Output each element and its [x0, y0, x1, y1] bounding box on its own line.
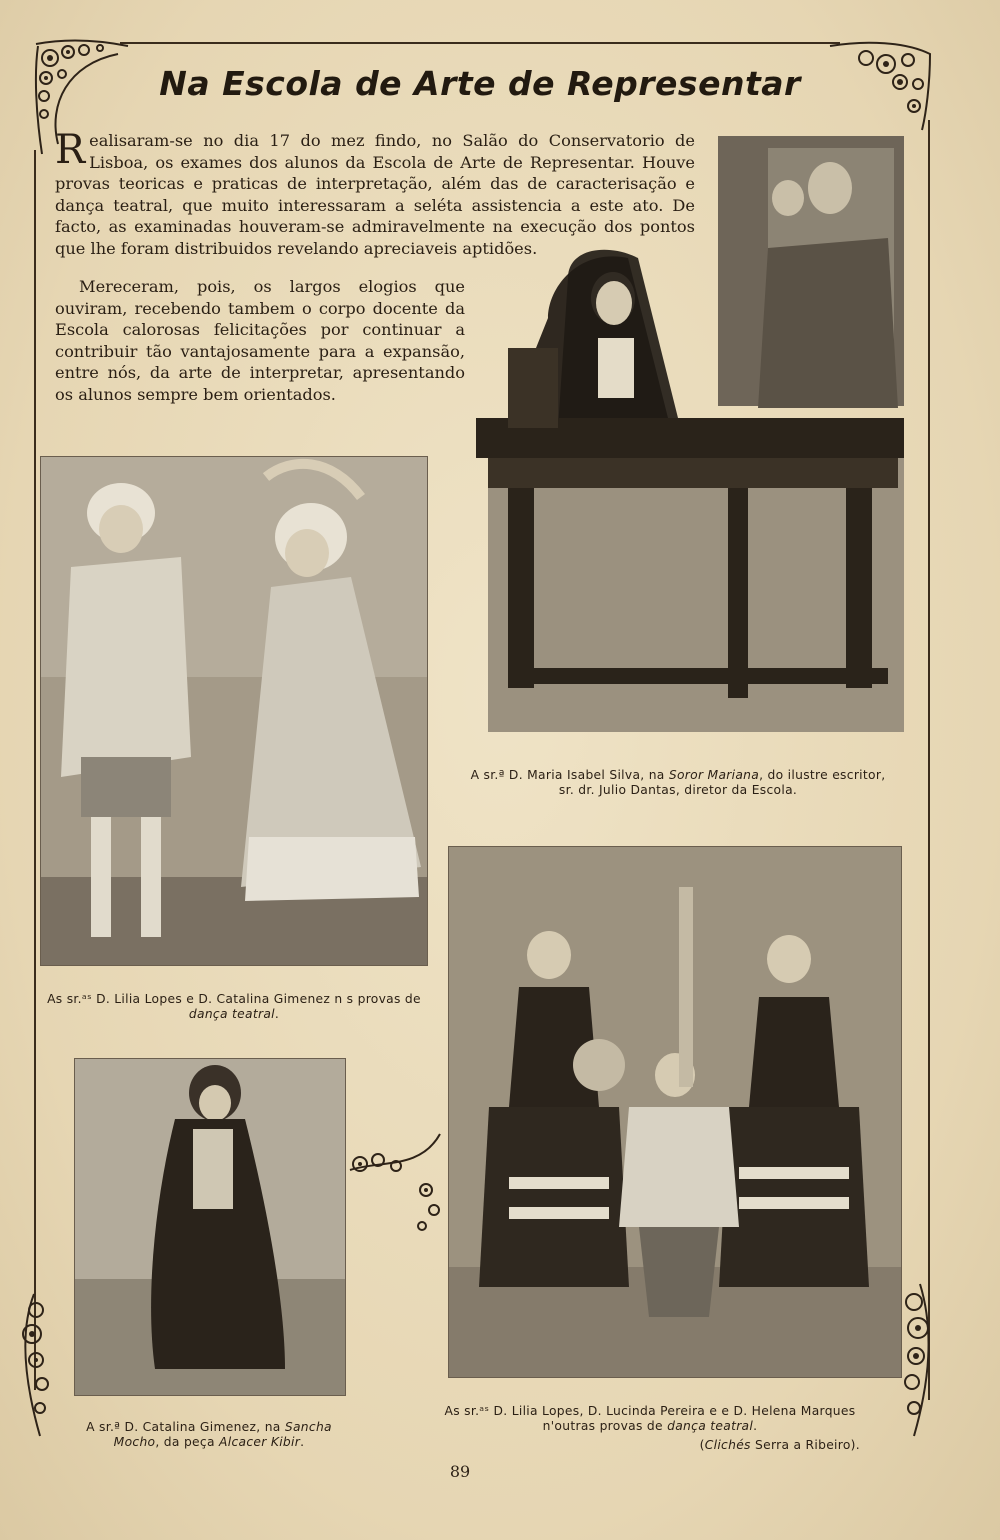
photo-credit: (Clichés Serra a Ribeiro). — [699, 1438, 860, 1452]
caption-work-title: Sancha Mocho — [113, 1420, 332, 1449]
caption-work-title: dança teatral — [188, 1007, 275, 1021]
photo-nun-at-desk — [468, 128, 904, 732]
caption-nun-photo: A sr.ª D. Maria Isabel Silva, na Soror Mariana, do ilustre escritor, sr. dr. Julio Dantas, diretor da Escola. — [470, 768, 886, 797]
photo-cloaked-figure — [74, 1058, 346, 1396]
caption-work-title: Soror Mariana — [668, 768, 760, 782]
caption-group-photo: As sr.ᵃˢ D. Lilia Lopes, D. Lucinda Pereira e e D. Helena Marques n'outras provas de dança teatral. — [444, 1404, 856, 1433]
drop-cap: R — [55, 127, 86, 173]
caption-dance-photo: As sr.ᵃˢ D. Lilia Lopes e D. Catalina Gimenez n s provas de dança teatral. — [47, 992, 421, 1021]
article-paragraph-2 — [55, 276, 465, 405]
center-flourish — [340, 1130, 450, 1240]
article-title: Na Escola de Arte de Representar — [159, 64, 801, 103]
paragraph-1-text: ealisaram-se no dia 17 do mez findo, no Salão do Conservatorio de Lisboa, os exames dos alunos da Escola de Arte de Representar. Houve provas teoricas e praticas de interpretação, além das de caracterisação e dança teatral, que muito interessaram a seléta assistencia a este ato. De facto, as examinadas houveram-se admiravelmente na execução dos pontos que lhe foram distribuidos revelando apreciaveis aptidões. — [55, 131, 695, 258]
photo-group-dance — [448, 846, 902, 1378]
frame-left-rule — [34, 150, 36, 1390]
frame-top-rule — [120, 42, 840, 44]
bottom-left-ornament — [14, 1290, 64, 1440]
caption-cloak-photo: A sr.ª D. Catalina Gimenez, na Sancha Mocho, da peça Alcacer Kibir. — [86, 1420, 332, 1449]
frame-right-rule — [928, 120, 930, 1400]
paragraph-2-text: Mereceram, pois, os largos elogios que ouviram, recebendo tambem o corpo docente da Escola calorosas felicitações por continuar a contribuir tão vantajosamente para a expansão, entre nós, da arte de interpretar, apresentando os alunos sempre bem orientados. — [55, 277, 465, 404]
credit-label: Clichés — [704, 1438, 751, 1452]
caption-work-title: dança teatral — [667, 1419, 754, 1433]
top-right-ornament — [826, 34, 936, 134]
page-number: 89 — [449, 1462, 471, 1481]
photo-dance-pair — [40, 456, 428, 966]
caption-play-title: Alcacer Kibir — [219, 1435, 301, 1449]
